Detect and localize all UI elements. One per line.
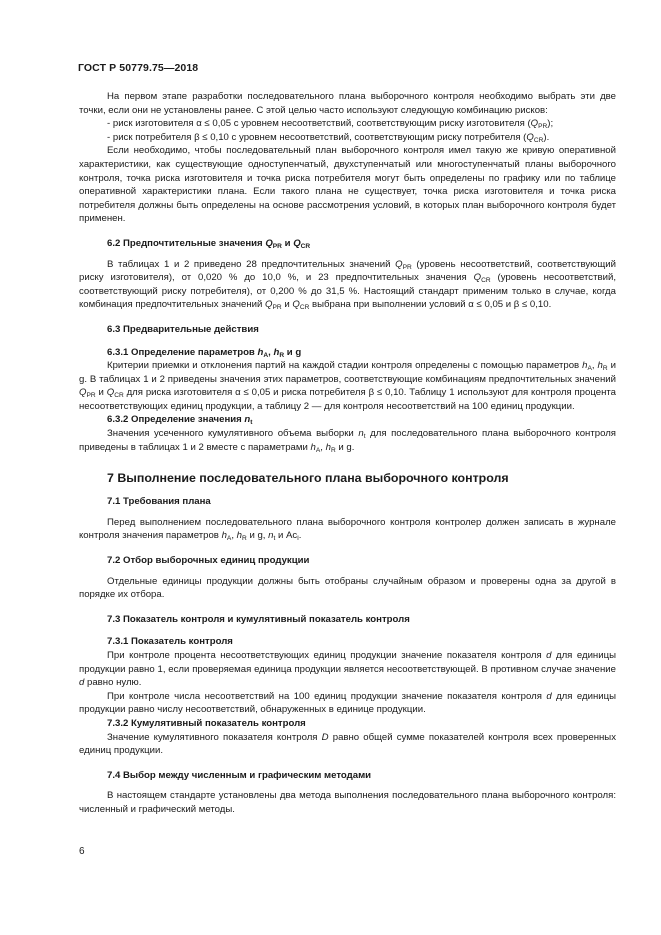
- document-body: [79, 90, 616, 817]
- paragraph: Значения усеченного кумулятивного объема выборки $n_t$ для последовательного плана выборочного контроля приведены в таблицах 1 и 2 вместе с параметрами $h_A$, $h_R$ и g.: [79, 428, 616, 454]
- paragraph: Критерии приемки и отклонения партий на каждой стадии контроля определены с помощью параметров $h_A$, $h_R$ и g. В таблицах 1 и 2 приведены значения этих параметров, соответствующие комбинациям предпочтительных значений $Q_{PR}$ и $Q_{CR}$ для риска изготовителя α ≤ 0,05 и риска потребителя β ≤ 0,10. Таблицу 1 используют для контроля процента несоответствующих единиц продукции, а таблицу 2 — для контроля несоответствий на 100 единиц продукции.: [79, 360, 616, 412]
- section-heading-7-1: 7.1 Требования плана: [107, 496, 211, 508]
- paragraph: Отдельные единицы продукции должны быть отобраны случайным образом и проверены одна за другой в порядке их отбора.: [79, 575, 616, 601]
- paragraph: На первом этапе разработки последовательного плана выборочного контроля необходимо выбрать эти две точки, если они не установлены ранее. С этой целью часто используют следующую комбинацию рисков:: [79, 91, 616, 116]
- paragraph: - риск потребителя β ≤ 0,10 с уровнем несоответствий, соответствующим риску потребителя $(Q_{CR})$.: [107, 131, 550, 144]
- paragraph: При контроле процента несоответствующих единиц продукции значение показателя контроля d для единицы продукции равно 1, если проверяемая единица продукции является несоответствующей. В противном случае значение d равно нулю.: [79, 650, 616, 689]
- paragraph: При контроле числа несоответствий на 100 единиц продукции значение показателя контроля d для единицы продукции равно числу несоответствий, обнаруженных в единице продукции.: [79, 690, 616, 716]
- section-heading-7-3-2: 7.3.2 Кумулятивный показатель контроля: [107, 717, 306, 729]
- paragraph: Значение кумулятивного показателя контроля D равно общей сумме показателей контроля всех проверенных единиц продукции.: [79, 731, 616, 757]
- standard-header: ГОСТ Р 50779.75—2018: [78, 62, 199, 74]
- section-heading-7-2: 7.2 Отбор выборочных единиц продукции: [107, 555, 310, 567]
- paragraph: В таблицах 1 и 2 приведено 28 предпочтительных значений $Q_{PR}$ (уровень несоответствий, соответствующий риску изготовителя), от 0,020 % до 10,0 %, и 23 предпочтительных значения $Q_{CR}$ (уровень несоответствий, соответствующий риску потребителя), от 0,200 % до 31,5 %. Настоящий стандарт применим только в случае, когда комбинация предпочтительных значений $Q_{PR}$ и $Q_{CR}$ выбрана при выполнении условий α ≤ 0,05 и β ≤ 0,10.: [79, 258, 616, 312]
- paragraph: В настоящем стандарте установлены два метода выполнения последовательного плана выборочного контроля: численный и графический методы.: [79, 790, 616, 815]
- section-heading-7: 7 Выполнение последовательного плана выборочного контроля: [107, 471, 509, 486]
- paragraph: Если необходимо, чтобы последовательный план выборочного контроля имел такую же кривую оперативной характеристики, как существующие одноступенчатый, двухступенчатый или многоступенчатый планы выборочного контроля, точка риска изготовителя и точка риска потребителя могут быть определены по графику или по таблице оперативной характеристики плана. Если такого плана не существует, точка риска изготовителя и точка риска потребителя должны быть определены на основе рассмотрения условий, в которых план выборочного контроля будет применен.: [79, 145, 616, 225]
- section-heading-6-3-1: 6.3.1 Определение параметров $h_A$, $h_R$ и g: [107, 346, 302, 359]
- section-heading-6-3: 6.3 Предварительные действия: [107, 323, 259, 335]
- paragraph: - риск изготовителя α ≤ 0,05 с уровнем несоответствий, соответствующим риску изготовителя $(Q_{PR})$;: [107, 118, 554, 131]
- section-heading-7-3-1: 7.3.1 Показатель контроля: [107, 636, 233, 648]
- paragraph: Перед выполнением последовательного плана выборочного контроля контролер должен записать в журнале контроля значения параметров $h_A$, $h_R$ и g, $n_t$ и $Ac_l$.: [79, 516, 616, 543]
- section-heading-7-3: 7.3 Показатель контроля и кумулятивный показатель контроля: [107, 613, 410, 625]
- section-heading-6-2: 6.2 Предпочтительные значения $Q_{PR}$ и $Q_{CR}$: [107, 237, 311, 250]
- section-heading-6-3-2: 6.3.2 Определение значения $n_t$: [107, 414, 253, 427]
- page-number: 6: [79, 846, 85, 857]
- section-heading-7-4: 7.4 Выбор между численным и графическим методами: [107, 769, 372, 781]
